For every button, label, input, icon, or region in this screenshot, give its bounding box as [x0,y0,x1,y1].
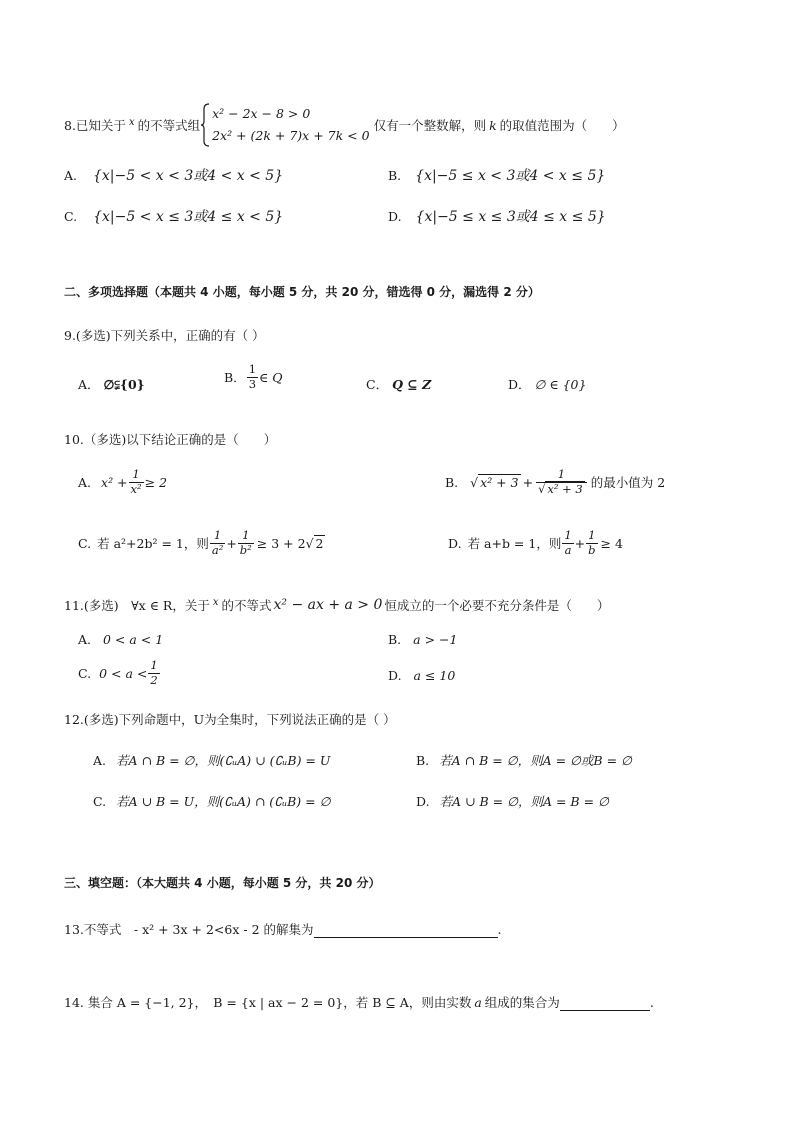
fraction-numerator: 1 [248,362,257,376]
q9-option-a-text: ∅⫋{0} [103,377,145,392]
q11-stem-part2: 的不等式 [221,598,272,613]
q10-option-b-plus: + [522,474,534,490]
q14-end: . [649,995,654,1010]
q11-option-a[interactable] [78,632,163,647]
q10-option-c-fraction-2 [238,530,254,556]
q10-option-c-plus: + [226,535,237,551]
q9-option-a-label: A． [78,377,100,392]
q9-option-c[interactable] [366,375,431,393]
fraction-denominator: b [588,542,596,557]
q12-option-b-text: 若A ∩ B = ∅，则A = ∅或B = ∅ [439,753,632,768]
q10-option-d-plus: + [574,535,586,551]
q11-stem-part3: 恒成立的一个必要不充分条件是（ ） [384,598,610,613]
q8-mid: 的不等式组 [137,118,201,133]
fraction-denominator: 2 [150,672,158,687]
q10-option-c-pre: 若 a²+2b² = 1，则 [97,536,209,551]
section-3-heading: 三、填空题：（本大题共 4 小题，每小题 5 分，共 20 分） [64,876,381,890]
q12-option-d-label: D. [416,794,430,809]
q11-option-b[interactable] [388,632,457,647]
question-13 [64,920,502,938]
q12-option-a-label: A. [93,753,107,768]
q12-option-c-label: C. [93,794,107,809]
fraction-denominator: a² [211,542,224,557]
q13-stem: 13.不等式 - x² + 3x + 2<6x - 2 的解集为 [64,922,314,937]
q10-option-c-fraction-1 [210,530,225,556]
q8-option-d-label: D. [388,209,402,224]
q9-option-b-rest: ∈ Q [259,369,283,385]
fraction-denominator: b² [239,542,252,557]
q13-end: . [497,922,502,937]
q10-option-a-post: ≥ 2 [144,474,168,490]
q12-option-d[interactable] [416,792,609,810]
q10-option-a[interactable] [78,469,167,495]
q12-option-c[interactable] [93,792,331,810]
fraction-numerator: 1 [129,469,144,483]
q8-system-line2: 2x² + (2k + 7)x + 7k < 0 [212,128,370,143]
fraction-denominator: a [564,542,572,557]
q10-option-d-pre: 若 a+b = 1，则 [467,536,562,551]
q10-option-c-label: C. [78,535,92,551]
q10-option-a-pre: x² + [101,474,128,490]
fraction-numerator: 1 [536,469,587,483]
q11-option-d-text: a ≤ 10 [413,668,456,683]
q10-option-a-fraction [129,469,144,495]
q13-answer-blank[interactable] [314,922,498,938]
q8-prefix: 8.已知关于 [64,118,126,133]
q11-option-d[interactable] [388,668,455,683]
q12-stem: 12.(多选)下列命题中，U为全集时，下列说法正确的是（ ） [64,712,396,727]
q12-option-d-text: 若A ∪ B = ∅，则A = B = ∅ [439,794,609,809]
q9-option-c-label: C． [366,377,389,392]
q8-var: x [128,116,135,128]
q9-option-d-label: D． [508,377,531,392]
q11-option-d-label: D. [388,668,402,683]
q10-stem: 10.（多选)以下结论正确的是（ ） [64,432,277,447]
q10-option-d-fraction-1 [562,530,573,556]
q9-stem: 9.(多选)下列关系中，正确的有（ ） [64,328,265,343]
q10-option-c-root: 2 [315,535,324,551]
q8-option-c-label: C. [64,209,78,224]
section-2-heading: 二、多项选择题（本题共 4 小题，每小题 5 分，共 20 分，错选得 0 分，漏选得 2 分） [64,285,540,299]
q11-option-a-label: A. [78,632,92,647]
q9-option-a[interactable] [78,375,145,393]
fraction-numerator: 1 [586,530,597,544]
fraction-denominator: x² [130,481,142,496]
question-14 [64,993,654,1011]
q10-option-b-sqrt: x² + 3 [480,474,519,490]
q10-option-d[interactable] [448,530,623,556]
q10-option-d-post: ≥ 4 [600,535,623,551]
q8-option-a-label: A. [64,168,78,183]
q8-suffix1: 仅有一个整数解，则 [373,118,487,133]
fraction-numerator: 1 [150,658,158,672]
q14-stem-end: 组成的集合为 [484,995,560,1010]
fraction-numerator: 1 [564,528,572,542]
q11-option-c[interactable] [78,660,161,686]
q8-suffix2: 的取值范围为（ ） [499,118,625,133]
q12-option-b-label: B. [416,753,430,768]
q10-option-d-fraction-2 [586,530,597,556]
q12-option-a[interactable] [93,751,330,769]
fraction-numerator: 1 [210,530,225,544]
q11-var: x [212,596,219,608]
q9-option-b-label: B． [224,370,246,385]
q8-option-b-label: B. [388,168,402,183]
q8-option-a[interactable] [64,165,283,185]
q8-option-a-text: {x|−5 < x < 3或4 < x < 5} [93,168,284,184]
q10-option-b-fraction: $\frac{1}{\text{√ x² + 3}}$ [536,469,587,495]
q14-var: a [474,995,482,1010]
q10-option-c[interactable]: C. 若 a²+2b² = 1，则 $\frac{1}{\text{a²}}$ + $\frac{1}{\text{b²}}$ ≥ 3 + 2 √ 2 [78,528,324,557]
q9-option-d-text: ∅ ∈ {0} [534,377,587,392]
left-brace-icon [200,103,210,147]
q10-option-a-label: A. [78,474,92,490]
q11-option-c-pre: 0 < a < [99,665,148,681]
q8-option-c-text: {x|−5 < x ≤ 3或4 ≤ x < 5} [93,209,284,225]
q12-option-b[interactable] [416,751,632,769]
q9-option-b-fraction [247,364,258,390]
q11-inequality: x² − ax + a > 0 [273,597,383,613]
q12-option-a-text: 若A ∩ B = ∅，则(∁ᵤA) ∪ (∁ᵤB) = U [116,753,331,768]
q8-option-d[interactable] [388,206,606,226]
q11-option-a-text: 0 < a < 1 [103,632,164,647]
fraction-denominator: x² + 3 [547,481,583,496]
q10-option-b-label: B. [445,474,459,490]
q10-option-b[interactable]: B. √ x² + 3 + $\frac{1}{\text{√ x² + 3}}$ 的最小值为 2 [445,467,666,496]
q10-option-d-label: D. [448,535,462,551]
q9-option-b[interactable] [224,364,283,390]
q8-option-b[interactable] [388,165,605,185]
q8-option-d-text: {x|−5 ≤ x ≤ 3或4 ≤ x ≤ 5} [415,209,606,225]
question-8 [64,102,625,148]
q11-stem-part1: 11.(多选) ∀x ∈ R，关于 [64,598,210,613]
q8-option-b-text: {x|−5 ≤ x < 3或4 < x ≤ 5} [415,168,606,184]
q8-system-line1: x² − 2x − 8 > 0 [212,106,311,121]
q10-option-c-post: ≥ 3 + 2 [256,535,306,551]
q10-option-b-post: 的最小值为 2 [590,475,666,490]
q11-option-c-label: C. [78,665,92,681]
fraction-denominator: 3 [248,376,257,391]
q11-option-b-label: B. [388,632,402,647]
q8-k: k [489,117,497,133]
q14-stem: 14. 集合 A = {−1, 2}， B = {x | ax − 2 = 0}，若 B ⊆ A，则由实数 [64,995,472,1010]
q11-option-b-text: a > −1 [413,632,458,647]
q9-option-d[interactable] [508,375,586,393]
q9-option-c-text: Q ⊆ Z [392,377,432,392]
q12-option-c-text: 若A ∪ B = U，则(∁ᵤA) ∩ (∁ᵤB) = ∅ [116,794,331,809]
q8-option-c[interactable] [64,206,283,226]
q14-answer-blank[interactable] [560,995,650,1011]
q11-stem [64,596,609,614]
q11-option-c-fraction [148,660,159,686]
fraction-numerator: 1 [238,530,254,544]
